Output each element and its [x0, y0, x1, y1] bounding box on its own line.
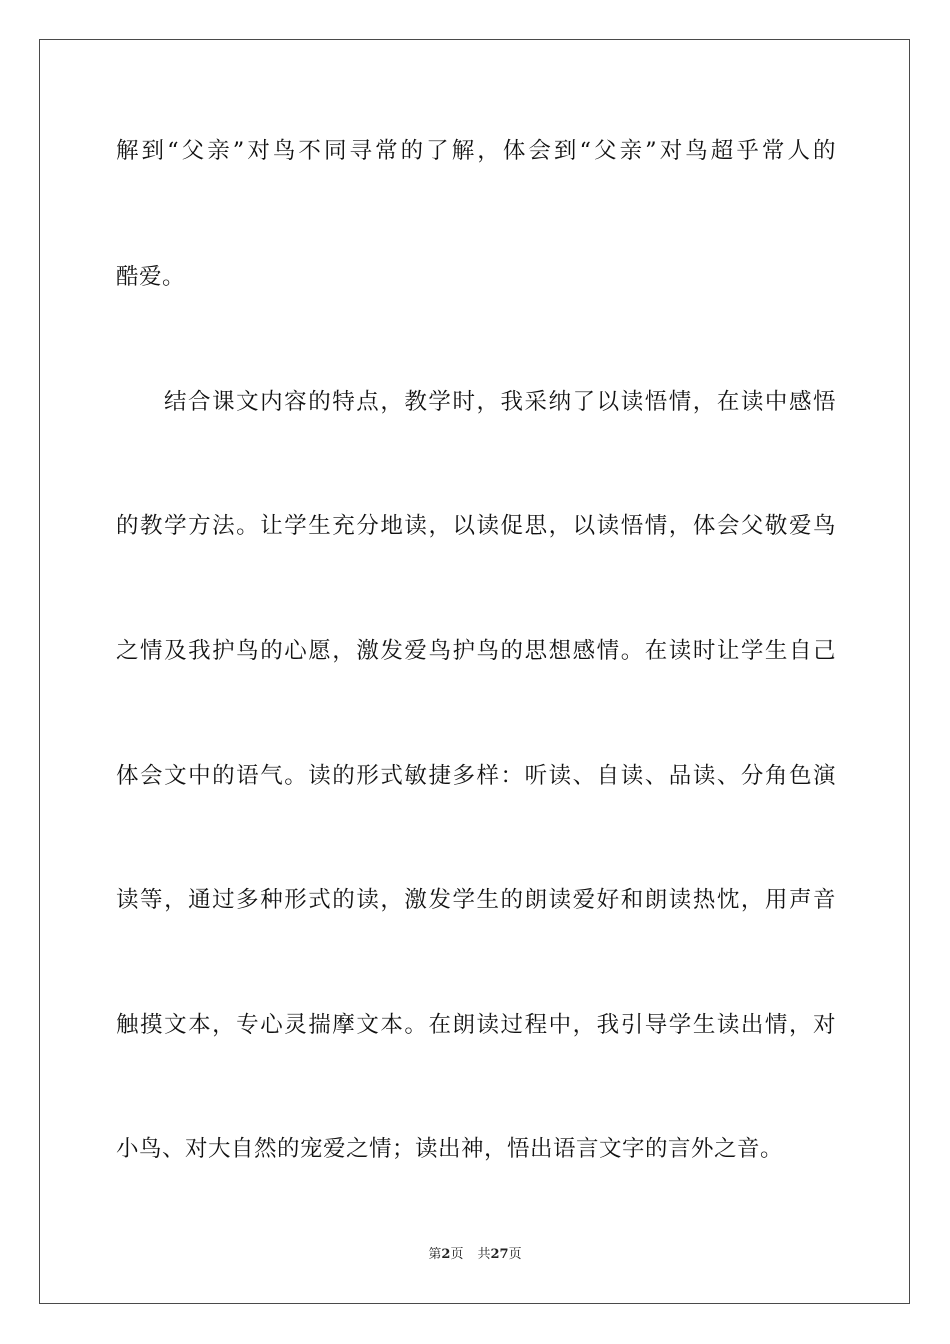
- body-line-8: 触摸文本，专心灵揣摩文本。在朗读过程中，我引导学生读出情，对: [116, 1012, 836, 1038]
- total-suffix: 页: [508, 1247, 522, 1262]
- body-line-6: 体会文中的语气。读的形式敏捷多样：听读、自读、品读、分角色演: [116, 763, 836, 789]
- page-footer: [0, 1246, 950, 1264]
- body-line-3: 结合课文内容的特点，教学时，我采纳了以读悟情，在读中感悟: [164, 389, 836, 415]
- page-number: 2: [441, 1247, 451, 1262]
- page-prefix: 第: [428, 1247, 442, 1262]
- page-border: [39, 39, 910, 1304]
- body-line-9: 小鸟、对大自然的宠爱之情；读出神，悟出语言文字的言外之音。: [116, 1136, 784, 1162]
- total-pages: 27: [490, 1247, 509, 1262]
- body-line-2: 酷爱。: [116, 264, 186, 290]
- body-line-4: 的教学方法。让学生充分地读，以读促思，以读悟情，体会父敬爱鸟: [116, 513, 836, 539]
- page-suffix: 页: [450, 1247, 464, 1262]
- total-prefix: 共: [477, 1247, 491, 1262]
- body-line-5: 之情及我护鸟的心愿，激发爱鸟护鸟的思想感情。在读时让学生自己: [116, 638, 836, 664]
- body-line-1: 解到“父亲”对鸟不同寻常的了解，体会到“父亲”对鸟超乎常人的: [116, 138, 836, 164]
- body-line-7: 读等，通过多种形式的读，激发学生的朗读爱好和朗读热忱，用声音: [116, 887, 836, 913]
